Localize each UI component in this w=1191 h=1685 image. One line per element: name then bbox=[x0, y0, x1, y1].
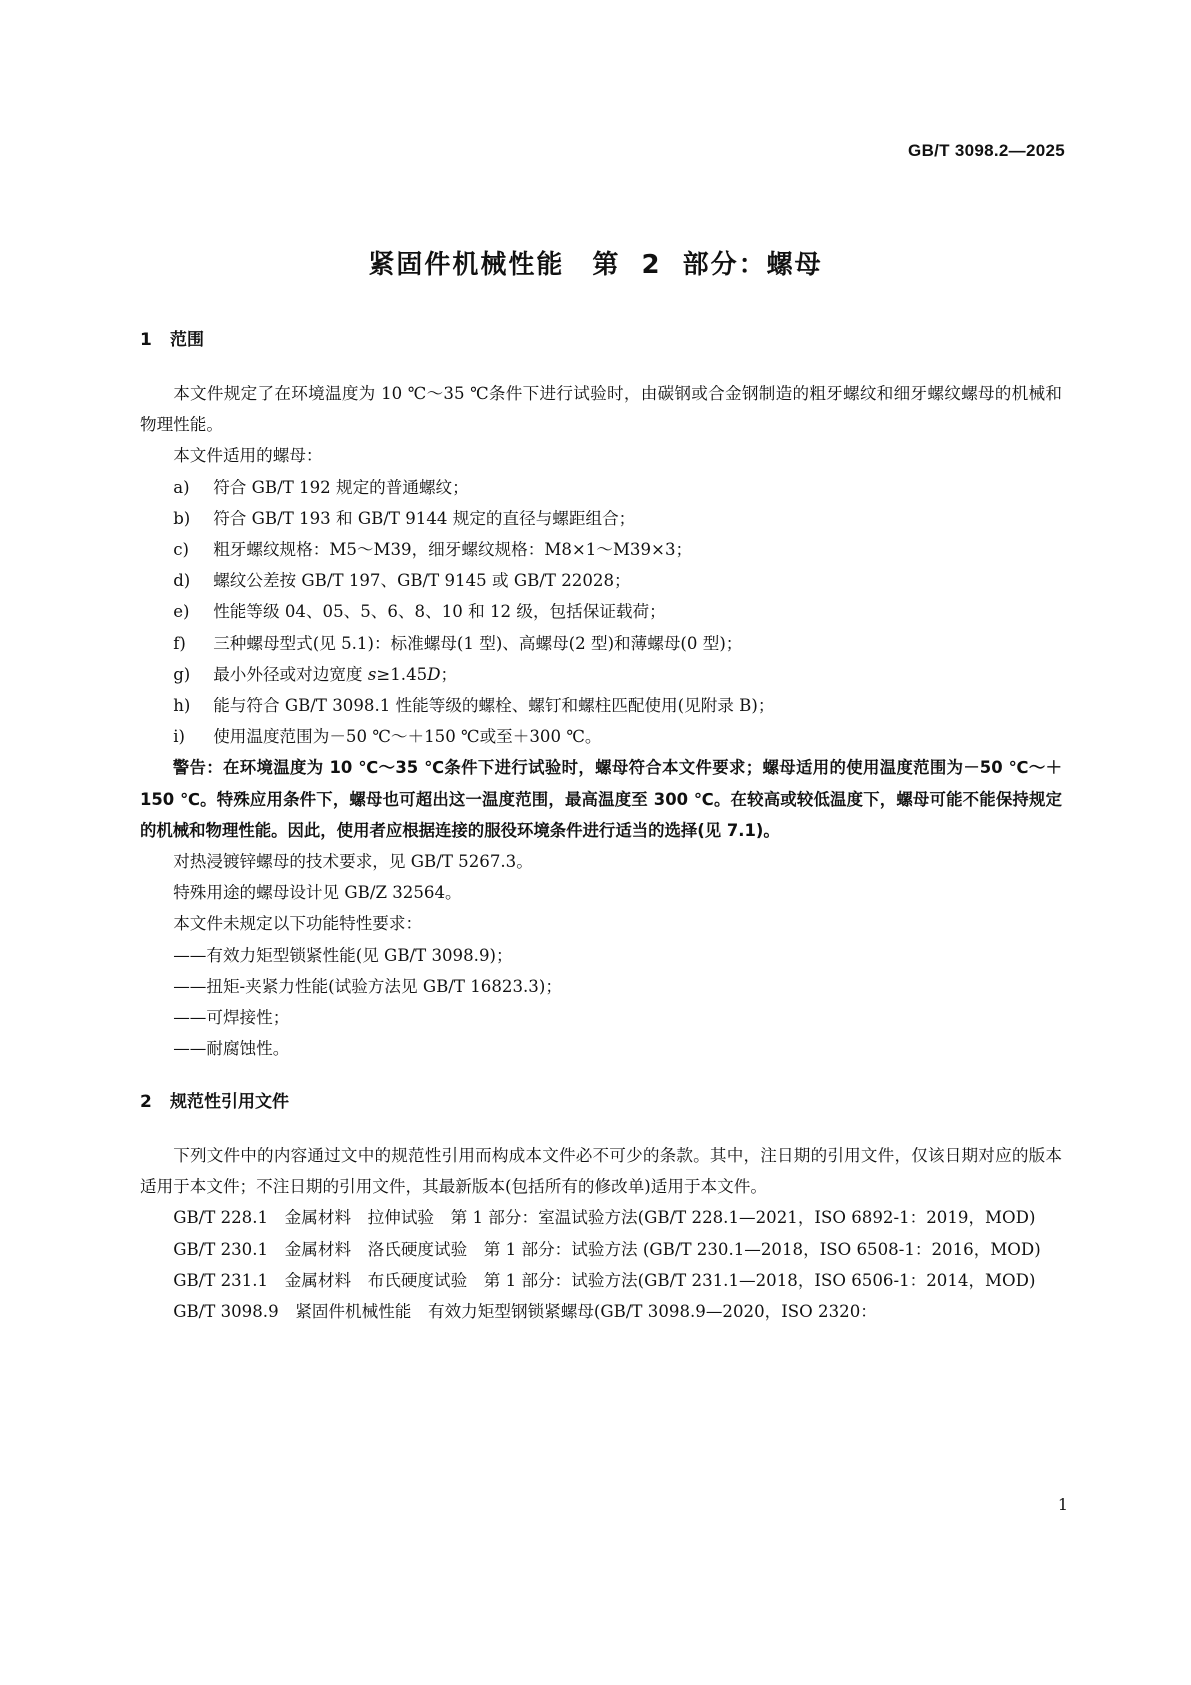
section-2-body bbox=[140, 1140, 1062, 1327]
variable-d: D bbox=[427, 664, 441, 684]
section-number: 2 bbox=[140, 1092, 152, 1112]
page-number: 1 bbox=[1057, 1495, 1068, 1514]
list-text: 能与符合 GB/T 3098.1 性能等级的螺栓、螺钉和螺柱匹配使用(见附录 B)； bbox=[213, 696, 775, 716]
section-1-body bbox=[140, 378, 1062, 1064]
list-label: d) bbox=[173, 571, 191, 591]
list-item bbox=[140, 565, 1062, 596]
list-text: ； bbox=[440, 664, 458, 684]
standard-number: GB/T 3098.2—2025 bbox=[908, 141, 1065, 160]
list-label: b) bbox=[173, 508, 191, 528]
list-item bbox=[140, 690, 1062, 721]
reference-entry: GB/T 228.1 金属材料 拉伸试验 第 1 部分：室温试验方法(GB/T 228.1—2021，ISO 6892-1：2019，MOD) bbox=[173, 1208, 1036, 1228]
list-text: 符合 GB/T 193 和 GB/T 9144 规定的直径与螺距组合； bbox=[213, 508, 636, 528]
paragraph: 本文件规定了在环境温度为 10 ℃～35 ℃条件下进行试验时，由碳钢或合金钢制造的粗牙螺纹和细牙螺纹螺母的机械和物理性能。 bbox=[140, 384, 1062, 435]
dash-list-item: ——有效力矩型锁紧性能(见 GB/T 3098.9)； bbox=[173, 945, 513, 965]
list-text: 螺纹公差按 GB/T 197、GB/T 9145 或 GB/T 22028； bbox=[213, 571, 631, 591]
paragraph: 下列文件中的内容通过文中的规范性引用而构成本文件必不可少的条款。其中，注日期的引用文件，仅该日期对应的版本适用于本文件；不注日期的引用文件，其最新版本(包括所有的修改单)适用于本文件。 bbox=[140, 1146, 1062, 1197]
list-text: ≥1.45 bbox=[376, 664, 428, 684]
section-number: 1 bbox=[140, 330, 152, 350]
list-text: 最小外径或对边宽度 bbox=[213, 664, 368, 684]
list-text: 使用温度范围为－50 ℃～＋150 ℃或至＋300 ℃。 bbox=[213, 727, 602, 747]
variable-s: s bbox=[367, 664, 377, 684]
reference-entry: GB/T 231.1 金属材料 布氏硬度试验 第 1 部分：试验方法(GB/T 231.1—2018，ISO 6506-1：2014，MOD) bbox=[173, 1270, 1036, 1290]
list-item bbox=[140, 472, 1062, 503]
list-text: 性能等级 04、05、5、6、8、10 和 12 级，包括保证载荷； bbox=[213, 602, 666, 622]
paragraph: 本文件适用的螺母： bbox=[173, 446, 323, 466]
list-label: i) bbox=[173, 727, 185, 747]
reference-entry: GB/T 230.1 金属材料 洛氏硬度试验 第 1 部分：试验方法 (GB/T 230.1—2018，ISO 6508-1：2016，MOD) bbox=[173, 1239, 1041, 1259]
section-title: 范围 bbox=[170, 330, 204, 350]
section-1-heading bbox=[140, 325, 204, 350]
paragraph: 本文件未规定以下功能特性要求： bbox=[173, 914, 423, 934]
list-label: g) bbox=[173, 664, 191, 684]
list-item bbox=[140, 596, 1062, 627]
list-label: c) bbox=[173, 540, 189, 560]
reference-entry: GB/T 3098.9 紧固件机械性能 有效力矩型钢锁紧螺母(GB/T 3098.9—2020，ISO 2320： bbox=[173, 1302, 877, 1322]
section-2-heading bbox=[140, 1087, 289, 1112]
paragraph: 对热浸镀锌螺母的技术要求，见 GB/T 5267.3。 bbox=[173, 852, 533, 872]
list-item bbox=[140, 534, 1062, 565]
list-item bbox=[140, 659, 1062, 690]
document-title: 紧固件机械性能 第 2 部分：螺母 bbox=[368, 250, 823, 280]
warning-paragraph: 警告：在环境温度为 10 ℃～35 ℃条件下进行试验时，螺母符合本文件要求；螺母适用的使用温度范围为－50 ℃～＋150 ℃。特殊应用条件下，螺母也可超出这一温度范围，最高温度至 300 ℃。在较高或较低温度下，螺母可能不能保持规定的机械和物理性能。因此，使用者应根据连接的服役环境条件进行适当的选择(见 7.1)。 bbox=[140, 758, 1062, 840]
list-label: f) bbox=[173, 633, 186, 653]
list-label: a) bbox=[173, 477, 190, 497]
dash-list-item: ——可焊接性； bbox=[173, 1008, 290, 1028]
list-text: 粗牙螺纹规格：M5～M39，细牙螺纹规格：M8×1～M39×3； bbox=[213, 540, 693, 560]
list-text: 三种螺母型式(见 5.1)：标准螺母(1 型)、高螺母(2 型)和薄螺母(0 型)； bbox=[213, 633, 743, 653]
list-item bbox=[140, 628, 1062, 659]
dash-list-item: ——扭矩-夹紧力性能(试验方法见 GB/T 16823.3)； bbox=[173, 976, 562, 996]
dash-list-item: ——耐腐蚀性。 bbox=[173, 1039, 290, 1059]
list-text: 符合 GB/T 192 规定的普通螺纹； bbox=[213, 477, 469, 497]
list-label: h) bbox=[173, 696, 191, 716]
list-item bbox=[140, 721, 1062, 752]
paragraph: 特殊用途的螺母设计见 GB/Z 32564。 bbox=[173, 883, 462, 903]
list-item bbox=[140, 503, 1062, 534]
list-label: e) bbox=[173, 602, 190, 622]
section-title: 规范性引用文件 bbox=[170, 1092, 289, 1112]
